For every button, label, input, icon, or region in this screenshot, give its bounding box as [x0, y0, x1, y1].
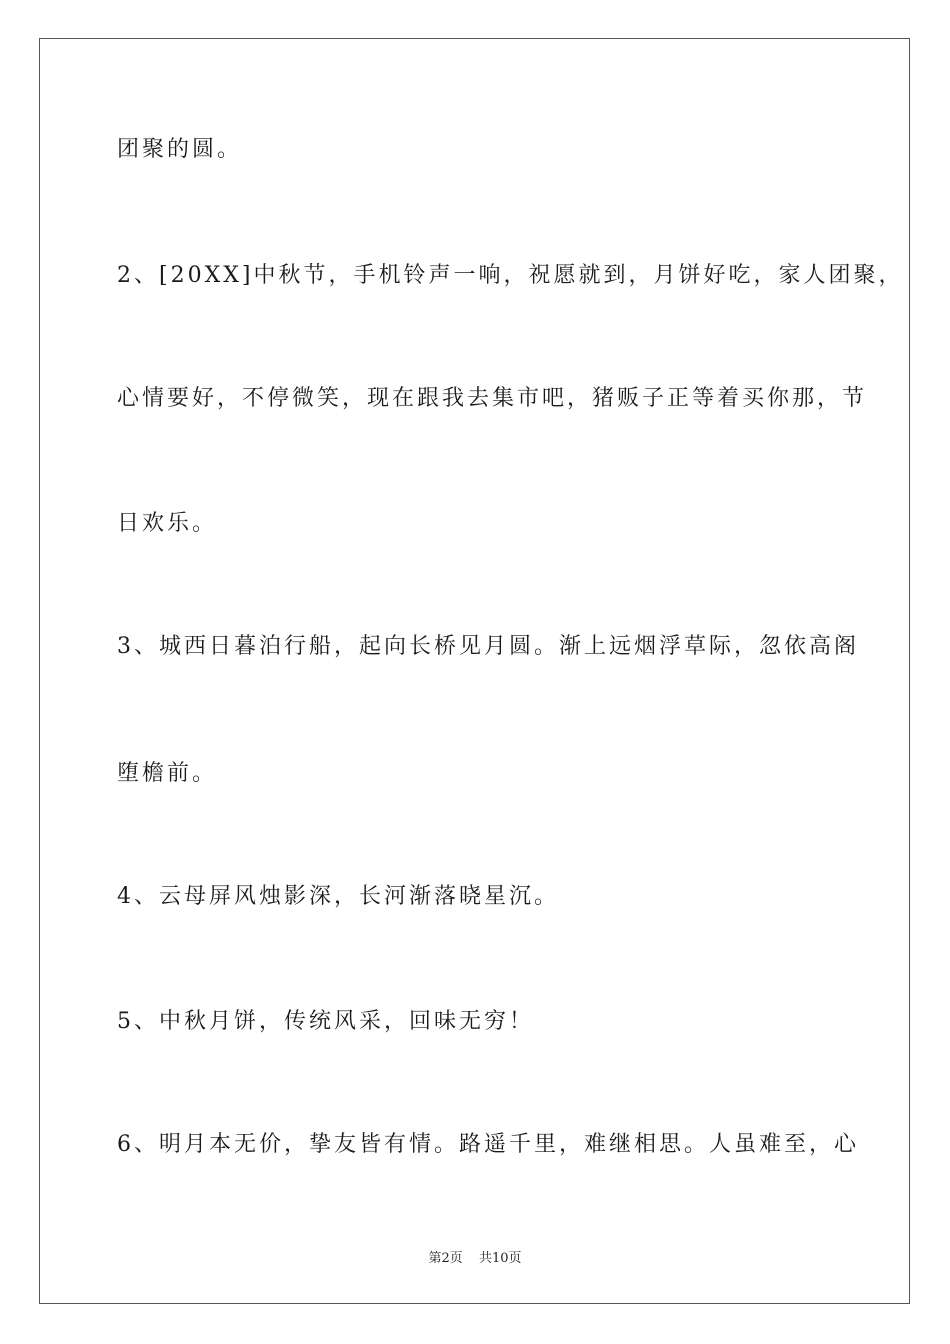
- text-line-2: 2、[20XX]中秋节，手机铃声一响，祝愿就到，月饼好吃，家人团聚，: [117, 263, 904, 288]
- page-number: 第2页: [428, 1251, 463, 1266]
- text-line-5: 3、城西日暮泊行船，起向长桥见月圆。渐上远烟浮草际，忽依高阁: [117, 634, 859, 659]
- page-total: 共10页: [478, 1251, 522, 1266]
- text-line-9: 6、明月本无价，挚友皆有情。路遥千里，难继相思。人虽难至，心: [117, 1132, 859, 1157]
- text-line-1: 团聚的圆。: [117, 137, 243, 162]
- text-line-6: 堕檐前。: [117, 761, 218, 786]
- text-line-3: 心情要好，不停微笑，现在跟我去集市吧，猪贩子正等着买你那，节: [117, 386, 868, 411]
- text-line-4: 日欢乐。: [117, 511, 218, 536]
- text-line-8: 5、中秋月饼，传统风采，回味无穷！: [117, 1009, 534, 1034]
- page-footer: [0, 1247, 950, 1266]
- text-line-7: 4、云母屏风烛影深，长河渐落晓星沉。: [117, 884, 559, 909]
- page-border: [39, 38, 910, 1304]
